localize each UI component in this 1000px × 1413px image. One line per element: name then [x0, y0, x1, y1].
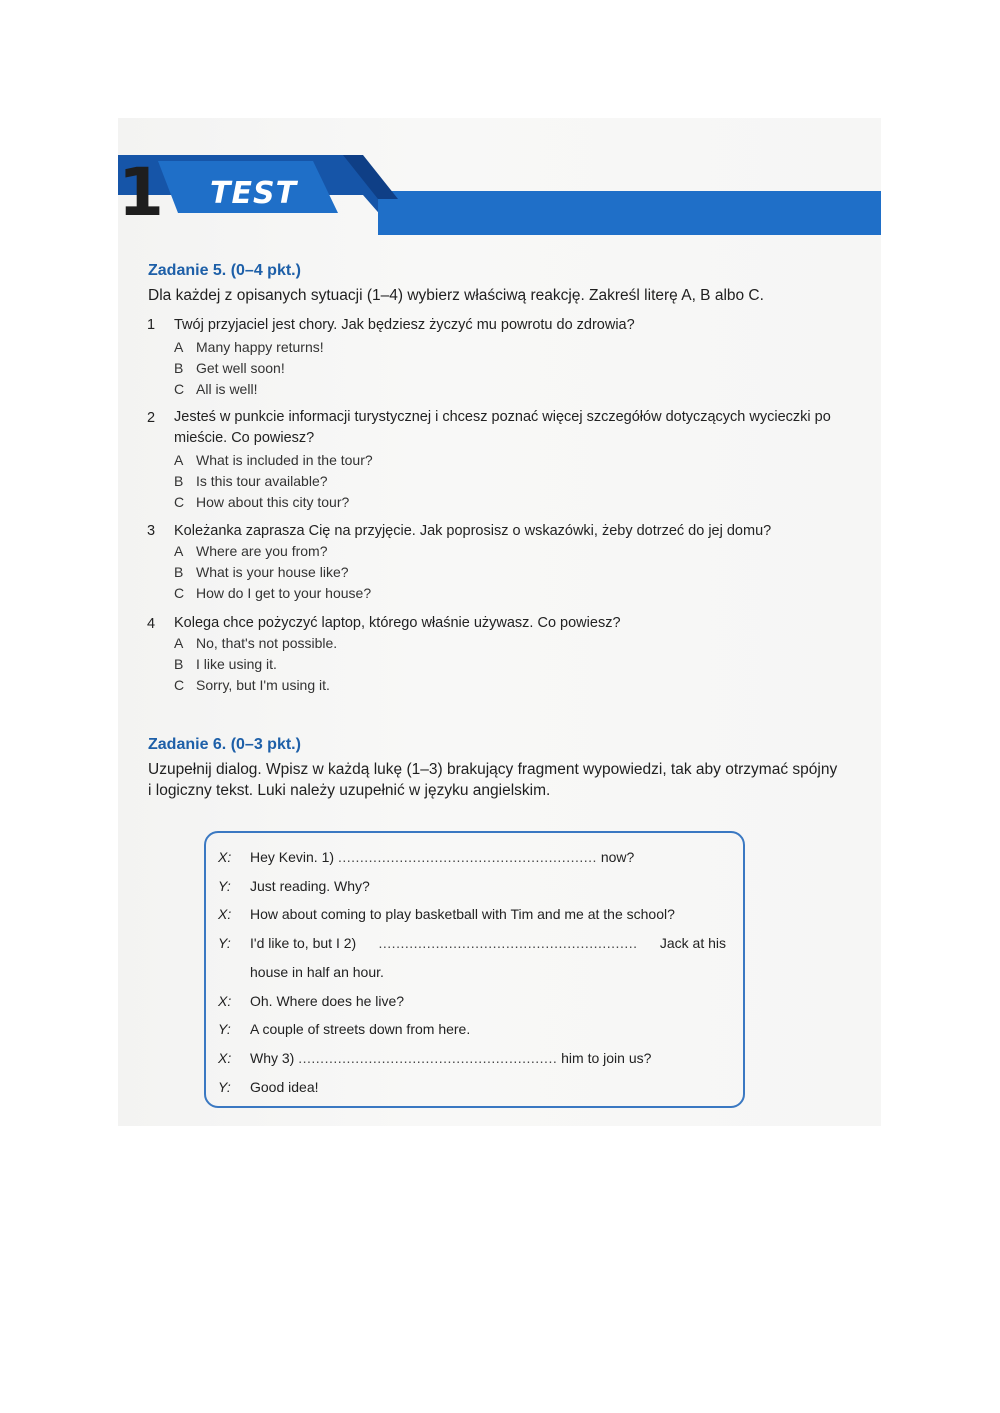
option-text: Sorry, but I'm using it.: [196, 677, 330, 693]
option-letter: B: [174, 656, 184, 672]
option[interactable]: [174, 564, 349, 580]
speaker-label: Y:: [218, 1079, 231, 1095]
option-text: Many happy returns!: [196, 339, 324, 355]
option[interactable]: [174, 339, 324, 355]
question-text: Koleżanka zaprasza Cię na przyjęcie. Jak poprosisz o wskazówki, żeby dotrzeć do jej domu?: [174, 523, 772, 539]
question-text: Twój przyjaciel jest chory. Jak będziesz życzyć mu powrotu do zdrowia?: [174, 317, 635, 333]
speaker-label: Y:: [218, 878, 231, 894]
option-letter: A: [174, 339, 184, 355]
option[interactable]: [174, 585, 371, 601]
option-letter: C: [174, 585, 185, 601]
dialog-text: now?: [596, 849, 635, 865]
option[interactable]: [174, 635, 337, 651]
option[interactable]: [174, 381, 257, 397]
question-text: Kolega chce pożyczyć laptop, którego właśnie używasz. Co powiesz?: [174, 615, 621, 631]
gap-1[interactable]: ...........................................................: [337, 849, 597, 865]
dialog-text: I'd like to, but I 2): [250, 935, 357, 951]
speaker-label: Y:: [218, 935, 231, 951]
option-letter: B: [174, 564, 184, 580]
option-text: Get well soon!: [196, 360, 285, 376]
option[interactable]: [174, 656, 277, 672]
option-letter: C: [174, 381, 185, 397]
dialog-line: [250, 1050, 651, 1066]
option-letter: A: [174, 452, 184, 468]
dialog-line: Just reading. Why?: [250, 878, 370, 894]
dialog-line: [250, 849, 634, 865]
option[interactable]: [174, 452, 373, 468]
option-letter: C: [174, 494, 185, 510]
speaker-label: X:: [218, 1050, 232, 1066]
gap-3[interactable]: ...........................................................: [298, 1050, 558, 1066]
gap-2[interactable]: ...........................................................: [378, 935, 638, 951]
option-text: How do I get to your house?: [196, 585, 372, 601]
question-text: Jesteś w punkcie informacji turystycznej i chcesz poznać więcej szczegółów dotyczących wycieczki po mieście. Co powiesz?: [174, 409, 831, 446]
option[interactable]: [174, 473, 328, 489]
task6-instruction: Uzupełnij dialog. Wpisz w każdą lukę (1–3) brakujący fragment wypowiedzi, tak aby otrzymać spójny: [148, 761, 838, 778]
dialog-text: him to join us?: [557, 1050, 652, 1066]
dialog-text: Why 3): [250, 1050, 299, 1066]
dialog-text: Jack at his: [659, 935, 726, 951]
option[interactable]: [174, 677, 330, 693]
speaker-label: X:: [218, 906, 232, 922]
option-text: I like using it.: [196, 656, 277, 672]
option-text: What is included in the tour?: [196, 452, 373, 468]
task6-heading: Zadanie 6. (0–3 pkt.): [148, 736, 301, 753]
option-text: Where are you from?: [196, 543, 328, 559]
option[interactable]: [174, 543, 328, 559]
question-number: 2: [147, 410, 156, 426]
test-title: TEST: [210, 176, 298, 211]
speaker-label: Y:: [218, 1021, 231, 1037]
task6-instruction: i logiczny tekst. Luki należy uzupełnić w języku angielskim.: [148, 782, 551, 799]
dialog-line: Good idea!: [250, 1079, 319, 1095]
dialog-line: Oh. Where does he live?: [250, 993, 405, 1009]
dialog-line: A couple of streets down from here.: [250, 1021, 471, 1037]
speaker-label: X:: [218, 993, 232, 1009]
dialog-text: Hey Kevin. 1): [250, 849, 338, 865]
question-number: 4: [147, 616, 156, 632]
test-number: 1: [118, 154, 162, 231]
option-text: Is this tour available?: [196, 473, 328, 489]
option-letter: B: [174, 360, 184, 376]
question-number: 3: [147, 523, 156, 539]
option-text: All is well!: [196, 381, 258, 397]
option[interactable]: [174, 360, 285, 376]
question-number: 1: [147, 317, 156, 333]
option-letter: B: [174, 473, 184, 489]
option-text: No, that's not possible.: [196, 635, 338, 651]
task5-instruction: Dla każdej z opisanych sytuacji (1–4) wybierz właściwą reakcję. Zakreśl literę A, B albo C.: [148, 287, 764, 304]
dialog-line: house in half an hour.: [250, 964, 384, 980]
option-letter: A: [174, 543, 184, 559]
option-letter: A: [174, 635, 184, 651]
speaker-label: X:: [218, 849, 232, 865]
dialog-line: [250, 935, 726, 951]
dialog-line: How about coming to play basketball with Tim and me at the school?: [250, 906, 675, 922]
option-text: How about this city tour?: [196, 494, 350, 510]
task5-heading: Zadanie 5. (0–4 pkt.): [148, 262, 301, 279]
option-letter: C: [174, 677, 185, 693]
option-text: What is your house like?: [196, 564, 349, 580]
option[interactable]: [174, 494, 349, 510]
